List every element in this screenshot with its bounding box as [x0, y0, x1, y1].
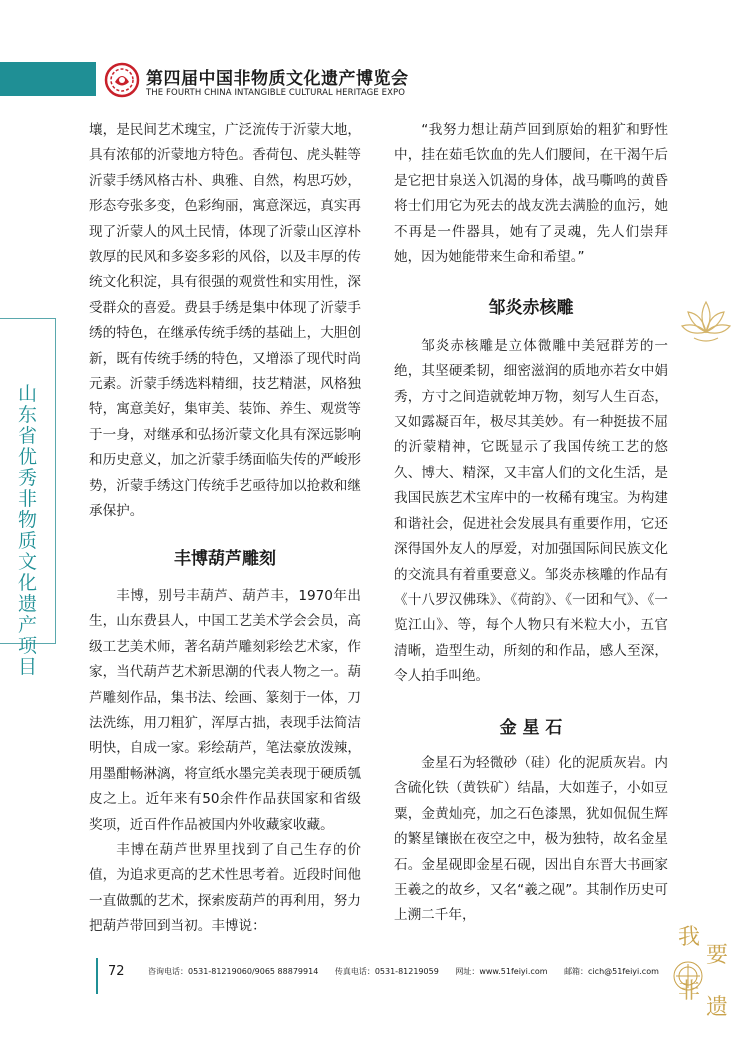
- svg-text:遗: 遗: [706, 995, 729, 1018]
- paragraph-yimeng-embroidery: 壤，是民间艺术瑰宝，广泛流传于沂蒙大地，具有浓郁的沂蒙地方特色。香荷包、虎头鞋等沂蒙手绣风格古朴、典雅、自然，构思巧妙，形态夸张多变，色彩绚丽，寓意深远，真实再现了沂蒙人的风土民情，体现了沂蒙山区淳朴敦厚的民风和多姿多彩的风俗，以及丰厚的传统文化积淀，具有很强的观赏性和实用性，深受群众的喜爱。费县手绣是集中体现了沂蒙手绣的特色，在继承传统手绣的基础上，大胆创新，既有传统手绣的特色，又增添了现代时尚元素。沂蒙手绣选料精细，技艺精湛，风格独特，寓意美好，集审美、装饰、养生、观赏等于一身，对继承和弘扬沂蒙文化具有深远影响和历史意义，加之沂蒙手绣面临失传的严峻形势，沂蒙手绣这门传统手艺亟待加以抢救和继承保护。: [89, 122, 361, 520]
- footer-website: 网址：www.51feiyi.com: [455, 967, 548, 976]
- left-column: [89, 118, 361, 940]
- heading-jinxing-stone: 金 星 石: [499, 717, 563, 738]
- header-accent-bar: [0, 62, 96, 96]
- paragraph-fengbo-art: 丰博在葫芦世界里找到了自己生存的价值，为追求更高的艺术性思考着。近段时间他一直做瓢的艺术，探索废葫芦的再利用，努力把葫芦带回到当初。丰博说：: [89, 841, 361, 935]
- footer-fax: 传真电话：0531-81219059: [334, 967, 439, 976]
- svg-text:非: 非: [678, 979, 701, 1004]
- expo-logo: [104, 62, 140, 98]
- expo-title-chinese: 第四届中国非物质文化遗产博览会: [146, 69, 409, 89]
- paragraph-zouyanchi-nut-carving: 邹炎赤核雕是立体微雕中美冠群芳的一绝，其坚硬柔韧，细密滋润的质地亦若女中娟秀，方寸之间造就乾坤万物，刻写人生百态，又如露凝百年，极尽其美妙。有一种挺拔不屈的沂蒙精神，它既显示了我国传统工艺的悠久、博大、精深，又丰富人们的文化生活，是我国民族艺术宝库中的一枚稀有瑰宝。为构建和谐社会，促进社会发展具有重要作用，它还深得国外友人的厚爱，对加强国际间民族文化的交流具有着重要意义。邹炎赤核雕的作品有《十八罗汉佛珠》、《荷韵》、《一团和气》、《一览江山》、等，每个人物只有米粒大小，五官清晰，造型生动，所刻的和作品，感人至深，令人拍手叫绝。: [394, 337, 668, 685]
- svg-text:我: 我: [678, 925, 701, 950]
- footer-phone: 咨询电话：0531-81219060/9065 88879914: [148, 967, 319, 976]
- footer-contact: [148, 966, 673, 977]
- heading-fengbo-gourd-carving: 丰博葫芦雕刻: [174, 548, 276, 569]
- right-column: [394, 118, 668, 929]
- footer-email: 邮箱：cich@51feiyi.com: [564, 967, 659, 976]
- expo-title-english: THE FOURTH CHINA INTANGIBLE CULTURAL HERITAGE EXPO: [146, 88, 406, 98]
- woyao-feiyi-stamp-logo: [670, 918, 734, 1018]
- paragraph-jinxing-stone: 金星石为轻微砂（硅）化的泥质灰岩。内含硫化铁（黄铁矿）结晶，大如莲子，小如豆粟，金黄灿亮，加之石色漆黑，犹如侃侃生辉的繁星镶嵌在夜空之中，极为独特，故名金星石。金星砚即金星石砚，因出自东晋大书画家王羲之的故乡，又名“羲之砚”。其制作历史可上溯二千年，: [394, 754, 668, 924]
- section-tab-label: 山东省优秀非物质文化遗产项目: [18, 383, 38, 678]
- lotus-icon: [676, 292, 736, 352]
- svg-text:要: 要: [706, 943, 729, 968]
- page-number: 72: [108, 964, 125, 979]
- paragraph-fengbo-biography: 丰博，别号丰葫芦、葫芦丰，1970年出生，山东费县人，中国工艺美术学会会员，高级工艺美术师，著名葫芦雕刻彩绘艺术家，作家，当代葫芦艺术新思潮的代表人物之一。葫芦雕刻作品，集书法、绘画、篆刻于一体，刀法洗练，用刀粗犷，浑厚古拙，表现手法简洁明快，自成一家。彩绘葫芦，笔法豪放泼辣，用墨酣畅淋漓，将宣纸水墨完美表现于硬质瓠皮之上。近年来有50余件作品获国家和省级奖项，近百件作品被国内外收藏家收藏。: [89, 587, 361, 833]
- footer-divider: [96, 958, 98, 994]
- heading-zouyanchi-nut-carving: 邹炎赤核雕: [488, 298, 574, 319]
- paragraph-fengbo-quote: “我努力想让葫芦回到原始的粗犷和野性中，挂在茹毛饮血的先人们腰间，在干渴午后是它把甘泉送入饥渴的身体，战马嘶鸣的黄昏将士们用它为死去的战友洗去满脸的血污，她不再是一件器具，她有了灵魂，先人们崇拜她，因为她能带来生命和希望。”: [394, 122, 668, 266]
